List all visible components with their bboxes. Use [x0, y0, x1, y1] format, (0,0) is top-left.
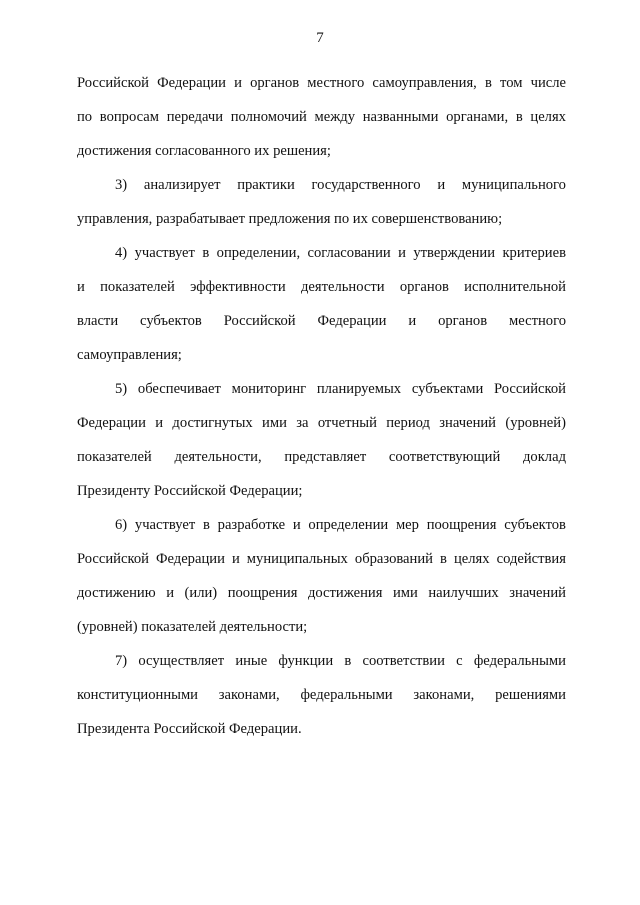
word: вопросам	[99, 109, 160, 125]
word: осуществляет	[138, 653, 225, 669]
text-line	[77, 449, 566, 483]
word: показателей	[100, 279, 175, 295]
word: наилучших	[428, 585, 499, 601]
word: поощрения	[426, 517, 497, 533]
page-number: 7	[316, 30, 324, 46]
word: Федерации	[157, 75, 226, 91]
word: полномочий	[230, 109, 307, 125]
word: отчетный	[317, 415, 377, 431]
word: определении,	[216, 245, 301, 261]
word: законами,	[218, 687, 280, 703]
word: Федерации	[155, 551, 225, 567]
word: органами,	[446, 109, 509, 125]
word: определении	[308, 517, 389, 533]
text-line	[77, 245, 566, 279]
word: органов	[399, 279, 449, 295]
text-line: управления, разрабатывает предложения по их совершенствованию;	[77, 211, 503, 227]
word: целях	[530, 109, 566, 125]
text-line: Президента Российской Федерации.	[77, 721, 302, 737]
word: (уровней)	[505, 415, 566, 431]
word: утверждении	[413, 245, 496, 261]
word: государственного	[311, 177, 421, 193]
word: (или)	[184, 585, 218, 601]
word: эффективности	[190, 279, 286, 295]
word: участвует	[134, 245, 195, 261]
word: ими	[392, 585, 418, 601]
word: достигнутых	[172, 415, 253, 431]
word: в	[203, 517, 210, 533]
word: муниципального	[461, 177, 566, 193]
document-body	[77, 75, 566, 755]
word: мер	[395, 517, 419, 533]
word: исполнительной	[464, 279, 566, 295]
word: представляет	[284, 449, 367, 465]
word: значений	[509, 585, 566, 601]
word: и	[398, 245, 406, 261]
word: власти	[77, 313, 119, 329]
text-line	[77, 109, 566, 143]
text-line	[77, 517, 566, 551]
text-line	[77, 585, 566, 619]
word: доклад	[523, 449, 566, 465]
word: 4)	[115, 245, 128, 261]
word: в	[344, 653, 352, 669]
word: законами,	[413, 687, 475, 703]
word: названными	[362, 109, 439, 125]
word: за	[296, 415, 309, 431]
word: образований	[354, 551, 433, 567]
word: иные	[235, 653, 268, 669]
word: 7)	[115, 653, 128, 669]
word: в	[484, 75, 492, 91]
word: муниципальных	[246, 551, 348, 567]
word: передачи	[166, 109, 224, 125]
word: в	[515, 109, 523, 125]
word: деятельности,	[174, 449, 262, 465]
word: и	[234, 75, 242, 91]
word: Федерации	[317, 313, 387, 329]
word: с	[456, 653, 463, 669]
word: органов	[250, 75, 300, 91]
word: и	[437, 177, 446, 193]
word: федеральными	[300, 687, 393, 703]
word: 5)	[115, 381, 128, 397]
word: и	[155, 415, 164, 431]
word: критериев	[502, 245, 566, 261]
text-line: самоуправления;	[77, 347, 182, 363]
text-line	[77, 551, 566, 585]
word: практики	[237, 177, 295, 193]
word: ими	[262, 415, 287, 431]
word: и	[292, 517, 301, 533]
word: в	[202, 245, 210, 261]
word: Российской	[77, 75, 149, 91]
word: и	[408, 313, 417, 329]
word: и	[166, 585, 174, 601]
word: показателей	[77, 449, 152, 465]
word: планируемых	[316, 381, 402, 397]
word: местного	[509, 313, 566, 329]
word: том	[500, 75, 523, 91]
word: участвует	[134, 517, 196, 533]
text-line	[77, 75, 566, 109]
word: достижения	[307, 585, 383, 601]
word: целях	[453, 551, 490, 567]
word: субъектов	[140, 313, 202, 329]
text-line	[77, 653, 566, 687]
word: решениями	[495, 687, 566, 703]
word: соответствии	[362, 653, 445, 669]
word: мониторинг	[231, 381, 307, 397]
word: анализирует	[143, 177, 221, 193]
word: числе	[530, 75, 566, 91]
text-line	[77, 313, 566, 347]
word: содействия	[496, 551, 566, 567]
text-line	[77, 381, 566, 415]
word: обеспечивает	[137, 381, 221, 397]
word: субъектов	[504, 517, 566, 533]
word: 6)	[115, 517, 128, 533]
word: органов	[438, 313, 488, 329]
word: в	[440, 551, 447, 567]
word: субъектами	[411, 381, 484, 397]
word: федеральными	[473, 653, 566, 669]
word: между	[314, 109, 356, 125]
word: конституционными	[77, 687, 198, 703]
word: значений	[439, 415, 496, 431]
word: деятельности	[301, 279, 385, 295]
word: период	[386, 415, 430, 431]
word: 3)	[115, 177, 128, 193]
text-line	[77, 279, 566, 313]
word: Российской	[494, 381, 566, 397]
text-line: Президенту Российской Федерации;	[77, 483, 303, 499]
word: местного	[307, 75, 365, 91]
word: Федерации	[77, 415, 146, 431]
word: Российской	[223, 313, 296, 329]
word: функции	[278, 653, 334, 669]
word: по	[77, 109, 93, 125]
word: соответствующий	[388, 449, 501, 465]
text-line	[77, 177, 566, 211]
text-line: достижения согласованного их решения;	[77, 143, 331, 159]
word: и	[77, 279, 85, 295]
word: разработке	[217, 517, 286, 533]
word: поощрения	[227, 585, 298, 601]
text-line	[77, 415, 566, 449]
word: и	[231, 551, 240, 567]
word: согласовании	[307, 245, 391, 261]
word: самоуправления,	[372, 75, 477, 91]
text-line: (уровней) показателей деятельности;	[77, 619, 308, 635]
word: Российской	[77, 551, 149, 567]
text-line	[77, 687, 566, 721]
word: достижению	[77, 585, 156, 601]
